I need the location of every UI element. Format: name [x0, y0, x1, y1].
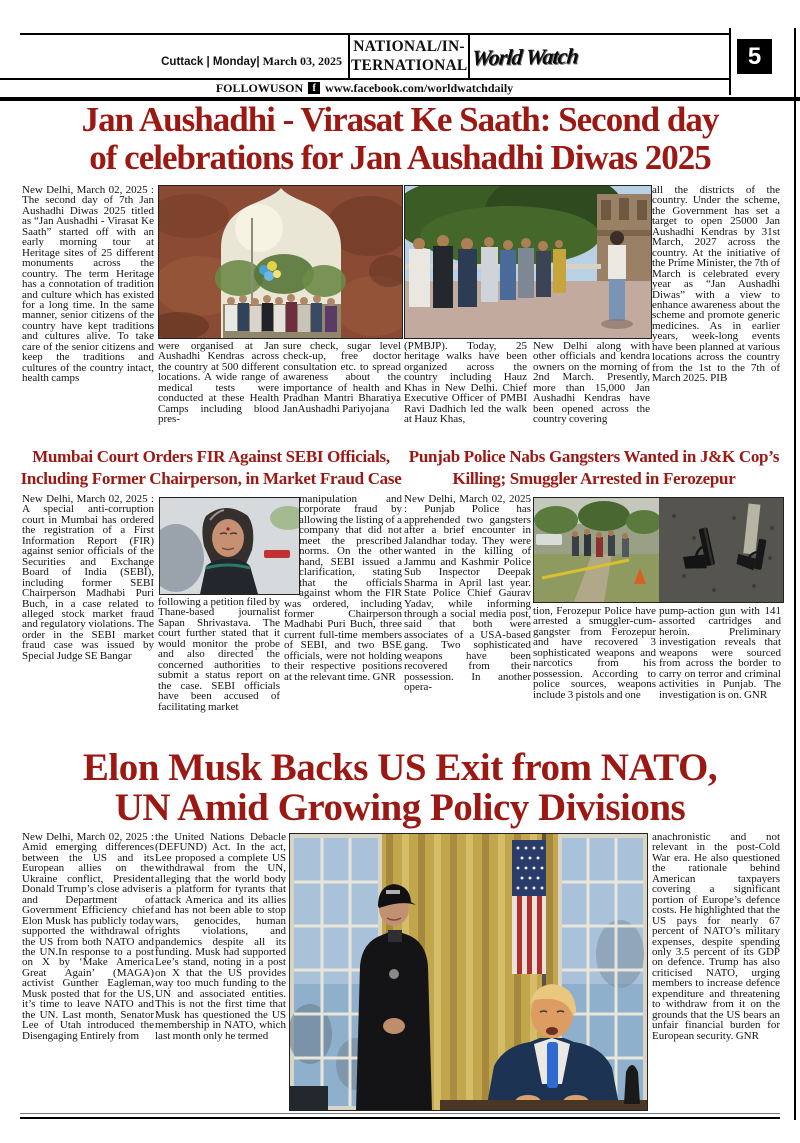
flag-pole — [251, 218, 253, 306]
weapons-scene — [659, 498, 783, 602]
header-divider-1 — [348, 33, 350, 78]
heritage-arch-illustration — [159, 186, 402, 338]
police-vehicle — [536, 534, 562, 545]
section-title-line1: NATIONAL/IN- — [353, 38, 465, 55]
section-title-line2: TERNATIONAL — [351, 57, 468, 74]
edition-date: March 03, 2025 — [262, 54, 342, 68]
masthead-logo: World Watch — [470, 43, 579, 71]
sebi-col1: New Delhi, March 02, 2025 : A special anti-corruption court in Mumbai has ordered the registration of a First Information Report (FIR) against senior officials of the Securities and Exchange Board of India (SEBI), including former SEBI Chairperson Madhabi Puri Buch, in a case related to alleged stock market fraud and regulatory violations. The order in the SEBI market fraud case was issued by Special Judge SE Bangar — [22, 494, 154, 662]
musk-col3: anachronistic and not relevant in the post-Cold War era. He also questioned the rationale behind American taxpayers covering a significant portion of Europe’s defence costs. He highlighted that the US pays for nearly 67 percent of NATO’s military expenses, despite spending only 3.5 percent of its GDP on defence. Trump has also criticised NATO, urging members to increase defence expenditure and threatening to withdraw from it on the grounds that the US bears an unfair financial burden for European security. GNR — [652, 832, 780, 1042]
sun-haze — [235, 204, 283, 252]
photo-heritage-arch — [158, 185, 403, 339]
facebook-icon: f — [308, 82, 320, 94]
headline-punjab-line1: Punjab Police Nabs Gangsters Wanted in J&K Cop’s — [408, 447, 780, 466]
header-top-rule — [20, 33, 729, 35]
desk-edge — [440, 1100, 647, 1110]
us-flag — [512, 834, 546, 994]
jan-aushadhi-col4: (PMBJP). Today, 25 heritage walks have been organized across the country including Hauz Khas in New Delhi. Chief Executive Officer of PMBI Ravi Dadhich led the walk at Hauz Khas, — [404, 341, 527, 426]
oval-office-illustration — [290, 834, 647, 1110]
page-right-border — [794, 28, 796, 1120]
headline-punjab — [402, 446, 786, 490]
edition-dateline — [130, 54, 342, 69]
headline-punjab-line2: Killing; Smuggler Arrested in Ferozepur — [452, 469, 736, 488]
photo-heritage-walk-group — [404, 185, 652, 339]
jan-aushadhi-col5: New Delhi along with other officials and kendra owners on the morning of 2nd March. Presently, more than 15,000 Jan Aushadhi Kendras have been opened across the country covering — [533, 341, 650, 426]
header-divider-right — [729, 28, 731, 95]
sebi-col3-text: manipulation and corporate fraud by allowing the listing of a company that did not meet the prescribed norms. On the other hand, SEBI issued a clarification, stating that the officials against whom the FIR was ordered, including former Chairperson Madhabi Puri Buch, three current full-time members of SEBI, and two BSE officials, were not holding their respective positions at the relevant time. GNR — [284, 494, 402, 683]
encounter-weapons-illustration — [534, 498, 783, 602]
headline-musk-line1: Elon Musk Backs US Exit from NATO, — [82, 746, 718, 789]
header-divider-2 — [468, 33, 470, 78]
photo-encounter-weapons — [533, 497, 784, 603]
page-number-badge: 5 — [737, 39, 772, 74]
musk-col2: the United Nations Debacle (DEFUND) Act. In the act, Lee proposed a complete US withdrawal from the UN, alleging that the world body is a platform for tyrants that attack America and its allies and has not been able to stop wars, genocides, human rights violations, and pandemics despite all its funding. Musk had supported Lee’s stand, noting in a post on X that the US provides way too much funding to the UN and associated entities. This is not the first time that Musk has questioned the US membership in NATO, which last month only he termed — [155, 832, 286, 1042]
headline-musk — [8, 748, 792, 828]
bottom-thick-rule — [20, 1117, 780, 1119]
headline-jan-aushadhi-line1: Jan Aushadhi - Virasat Ke Saath: Second day — [81, 100, 719, 139]
foreground-object — [290, 1086, 328, 1110]
facebook-url[interactable]: www.facebook.com/worldwatchdaily — [325, 80, 514, 95]
punjab-col2: tion, Ferozepur Police have arrested a smuggler-cum-gangster from Ferozepur and have recovered 3 sophisticated weapons and narcotics from his possession. According to police sources, weapons include 3 pistols and one — [533, 606, 656, 701]
photo-musk-trump-oval-office — [289, 833, 648, 1111]
photo-sebi-chairperson — [159, 497, 300, 595]
sebi-col2: following a petition filed by Thane-based journalist Sapan Shrivastava. The court further stated that it would monitor the probe and also directed the concerned authorities to submit a status report on the case. SEBI officials have been accused of facilitating market — [158, 597, 280, 713]
jan-aushadhi-col6: all the districts of the country. Under the scheme, the Government has set a target to open 25000 Jan Aushadhi Kendras by 31st March, 2027 across the country. At the initiative of the Prime Minister, the 7th of March is celebrated every year as “Jan Aushadhi Diwas” with a view to enhance awareness about the scheme and promote generic medicines. As in earlier years, week-long events have been planned at various locations across the country from the 1st to the 7th of March 2025. PIB — [652, 185, 780, 385]
headline-jan-aushadhi — [8, 101, 792, 177]
punjab-col3: pump-action gun with 141 assorted cartridges and heroin. Preliminary investigation reveals that weapons were sourced from across the border to carry on terror and criminal activities in Punjab. The investigation is on. GNR — [659, 606, 781, 701]
madhabi-puri-buch-figure — [200, 508, 258, 594]
headline-sebi-line2: Including Former Chairperson, in Market Fraud Case — [20, 469, 402, 488]
jan-aushadhi-col1: New Delhi, March 02, 2025 : The second day of 7th Jan Aushadhi Diwas 2025 titled as “Jan Aushadhi - Virasat Ke Saath” started off with an early morning tour at Heritage sites of 25 different monuments across the country. The term Heritage has a connotation of tradition and culture which has existed for a long time. In the same manner, senior citizens of the country have kept traditions and cultures alive. To take care of the senior citizens and keep the traditions and cultures of the country intact, health camps — [22, 185, 154, 385]
musk-col1: New Delhi, March 02, 2025 : Amid emerging differences between the US and its European allies on the Ukraine conflict, President Donald Trump’s close adviser and Department of Government Efficiency chief Elon Musk has publicly today supported the withdrawal of the US from both NATO and the UN.In response to a post on X by ‘Make America Great Again’ (MAGA) activist Gunther Eagleman, Musk posted that for the US, it’s time to leave NATO and the UN. Last month, Senator Lee of Utah introduced the Disengaging Entirely from — [22, 832, 154, 1042]
follow-us-label: FOLLOWUSON — [215, 80, 304, 95]
photo-overhang-spacer — [284, 494, 299, 594]
headline-musk-line2: UN Amid Growing Policy Divisions — [114, 786, 686, 829]
heritage-walk-illustration — [405, 186, 651, 338]
sebi-chairperson-illustration — [160, 498, 299, 594]
sebi-col3 — [284, 494, 402, 752]
jan-aushadhi-col2: were organised at Jan Aushadhi Kendras across the country at 500 different locations. A wide range of medical tests were conducted at these Health Camps including blood pres- — [158, 341, 279, 426]
headline-sebi-line1: Mumbai Court Orders FIR Against SEBI Officials, — [32, 447, 390, 466]
punjab-col1: New Delhi, March 02, 2025 : Punjab Police has apprehended two gangsters after a brief encounter in Jalandhar today. They were wanted in the killing of Jammu and Kashmir Police Sub Inspector Deepak Sharma in April last year. State Police Chief Gaurav Yadav, while informing through a social media post, said that both were associates of a USA-based gang. Two sophisticated weapons have been recovered from their possession. In another opera- — [404, 494, 531, 694]
section-title — [351, 37, 467, 75]
headline-jan-aushadhi-line2: of celebrations for Jan Aushadhi Diwas 2025 — [89, 138, 711, 177]
bottom-thin-rule — [20, 1113, 780, 1114]
headline-sebi — [18, 446, 404, 490]
jan-aushadhi-col3: sure check, sugar level check-up, free doctor consultation etc. to spread awareness about the importance of health and Pradhan Mantri Bharatiya JanAushadhi Pariyojana — [283, 341, 401, 415]
edition-place: Cuttack | Monday| — [161, 56, 260, 68]
follow-us-row — [0, 80, 729, 96]
